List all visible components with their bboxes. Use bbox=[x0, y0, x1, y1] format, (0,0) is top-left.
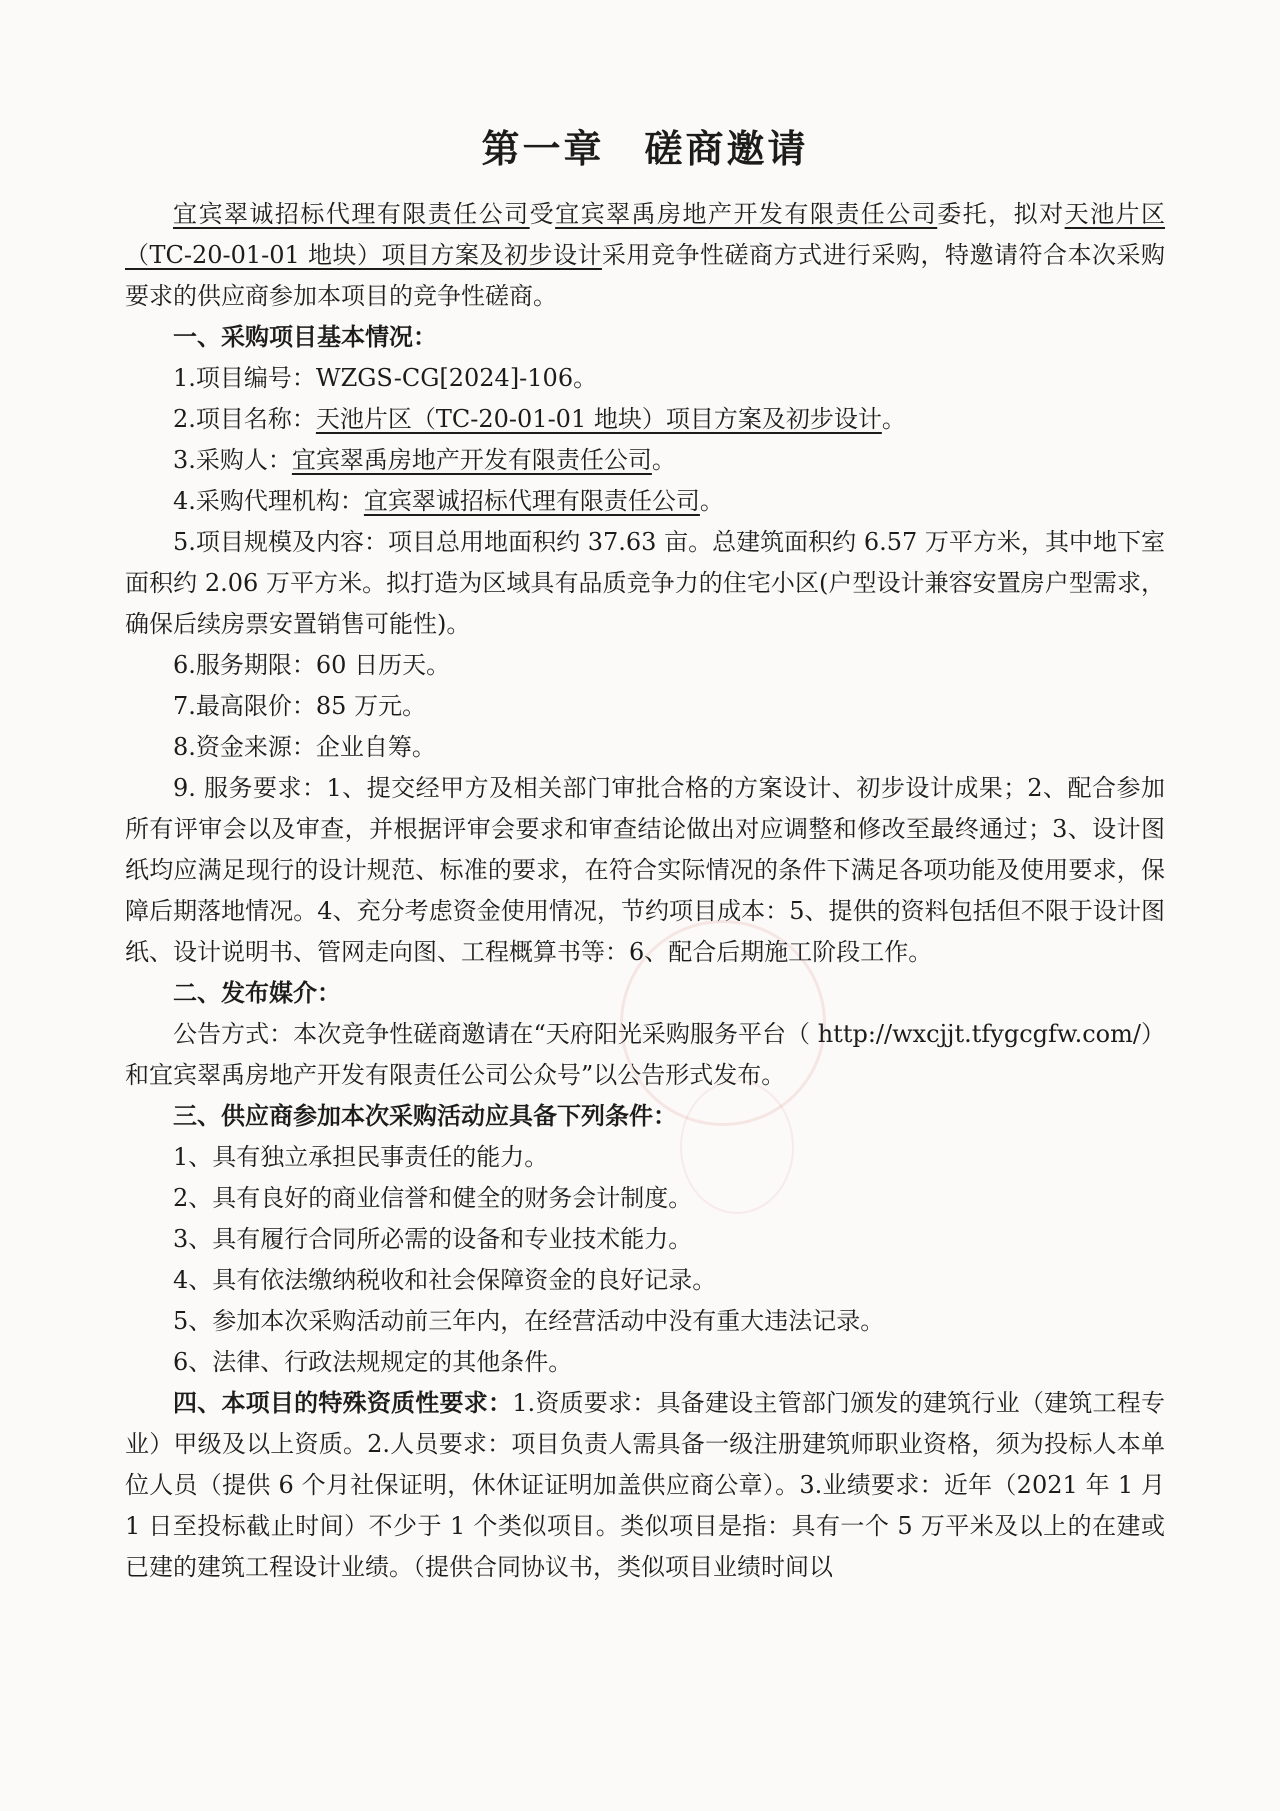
section-1-heading: 一、采购项目基本情况： bbox=[173, 323, 437, 351]
intro-agency: 宜宾翠诚招标代理有限责任公司 bbox=[173, 200, 530, 228]
item-4-end: 。 bbox=[699, 487, 724, 515]
item-4-label: 4.采购代理机构： bbox=[173, 487, 364, 515]
condition-2: 2、具有良好的商业信誉和健全的财务会计制度。 bbox=[173, 1184, 693, 1212]
condition-3: 3、具有履行合同所必需的设备和专业技术能力。 bbox=[173, 1225, 693, 1253]
intro-text-1: 受 bbox=[529, 200, 556, 228]
intro-project: 天池片区（TC-20-01-01 地块）项目方案及初步设计 bbox=[125, 200, 1166, 269]
item-2-value: 天池片区（TC-20-01-01 地块）项目方案及初步设计 bbox=[315, 405, 882, 433]
item-1: 1.项目编号：WZGS-CG[2024]-106。 bbox=[173, 364, 598, 392]
condition-4: 4、具有依法缴纳税收和社会保障资金的良好记录。 bbox=[173, 1266, 717, 1294]
section-4-body: 1.资质要求：具备建设主管部门颁发的建筑行业（建筑工程专业）甲级及以上资质。2.人员要求：项目负责人需具备一级注册建筑师职业资格，须为投标人本单位人员（提供 6 个月社保证明，休休证证明加盖供应商公章）。3.业绩要求：近年（2021 年 1 月 1 日至投标截止时间）不少于 1 个类似项目。类似项目是指：具有一个 5 万平米及以上的在建或已建的建筑工程设计业绩。（提供合同协议书，类似项目业绩时间以 bbox=[125, 1389, 1165, 1581]
intro-text-3: 采用竞争性磋商方式进行采购，特邀请符合本次采购要求的供应商参加本项目的竞争性磋商。 bbox=[125, 241, 1165, 310]
condition-5: 5、参加本次采购活动前三年内，在经营活动中没有重大违法记录。 bbox=[173, 1307, 885, 1335]
item-3-value: 宜宾翠禹房地产开发有限责任公司 bbox=[291, 446, 652, 474]
item-4-value: 宜宾翠诚招标代理有限责任公司 bbox=[363, 487, 700, 515]
section-4-heading: 四、本项目的特殊资质性要求： bbox=[173, 1389, 513, 1417]
item-2 bbox=[125, 399, 1165, 440]
title-text: 磋商邀请 bbox=[644, 127, 809, 171]
item-4 bbox=[125, 481, 1165, 522]
item-2-label: 2.项目名称： bbox=[173, 405, 316, 433]
item-3 bbox=[125, 440, 1165, 481]
page-title bbox=[125, 122, 1165, 176]
item-5: 5.项目规模及内容：项目总用地面积约 37.63 亩。总建筑面积约 6.57 万平方米，其中地下室面积约 2.06 万平方米。拟打造为区域具有品质竞争力的住宅小区(户型设计兼容安置房户型需求，确保后续房票安置销售可能性)。 bbox=[125, 528, 1165, 638]
section-3-heading: 三、供应商参加本次采购活动应具备下列条件： bbox=[173, 1102, 677, 1130]
item-8: 8.资金来源：企业自筹。 bbox=[173, 733, 436, 761]
item-9: 9. 服务要求：1、提交经甲方及相关部门审批合格的方案设计、初步设计成果；2、配合参加所有评审会以及审查，并根据评审会要求和审查结论做出对应调整和修改至最终通过；3、设计图纸均应满足现行的设计规范、标准的要求，在符合实际情况的条件下满足各项功能及使用要求，保障后期落地情况。4、充分考虑资金使用情况，节约项目成本：5、提供的资料包括但不限于设计图纸、设计说明书、管网走向图、工程概算书等：6、配合后期施工阶段工作。 bbox=[125, 774, 1165, 966]
document-body bbox=[125, 110, 1165, 1588]
item-6: 6.服务期限：60 日历天。 bbox=[173, 651, 451, 679]
section-4-paragraph bbox=[125, 1383, 1165, 1588]
item-7: 7.最高限价：85 万元。 bbox=[173, 692, 427, 720]
section-2-heading: 二、发布媒介： bbox=[173, 979, 341, 1007]
condition-1: 1、具有独立承担民事责任的能力。 bbox=[173, 1143, 549, 1171]
condition-6: 6、法律、行政法规规定的其他条件。 bbox=[173, 1348, 573, 1376]
intro-text-2: 委托，拟对 bbox=[937, 200, 1065, 228]
section-2-body: 公告方式：本次竞争性磋商邀请在“天府阳光采购服务平台（ http://wxcjjt.tfygcgfw.com/）和宜宾翠禹房地产开发有限责任公司公众号”以公告形式发布。 bbox=[125, 1020, 1165, 1089]
item-3-label: 3.采购人： bbox=[173, 446, 292, 474]
intro-client: 宜宾翠禹房地产开发有限责任公司 bbox=[555, 200, 938, 228]
intro-paragraph bbox=[125, 194, 1165, 317]
item-3-end: 。 bbox=[651, 446, 676, 474]
item-2-end: 。 bbox=[881, 405, 906, 433]
title-chapter: 第一章 bbox=[481, 127, 605, 171]
